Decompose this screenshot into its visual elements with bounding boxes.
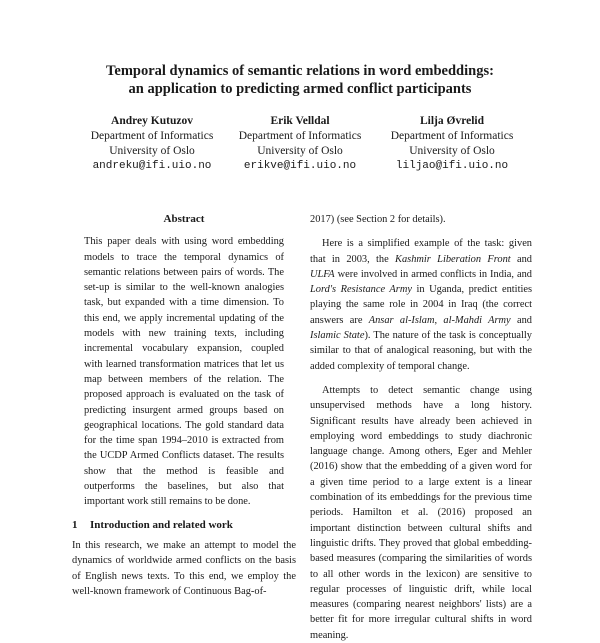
intro-paragraph: In this research, we make an attempt to model the dynamics of worldwide armed conflicts on the basis of English news texts. To this end, we employ the well-known framework of Continuous Bag-of- [72, 539, 296, 597]
author-name: Erik Velldal [270, 115, 330, 127]
right-column [310, 212, 532, 643]
author-department: Department of Informatics [390, 130, 514, 142]
author-department: Department of Informatics [238, 130, 362, 142]
abstract-text: This paper deals with using word embedding models to trace the temporal dynamics of semantic relations between pairs of words. The set-up is similar to the well-known analogies task, but expanded with a time dimension. To this end, we apply incremental updating of the models with new training texts, including incremental vocabulary expansion, coupled with learned transformation matrices that let us map between members of the relation. The proposed approach is evaluated on the task of predicting insurgent armed groups based on geographical locations. The gold standard data for the time span 1994–2010 is extracted from the UCDP Armed Conflicts dataset. The results show that the method is feasible and outperforms the baselines, but also that important work still remains to be done. [84, 236, 284, 508]
entity-name: Ansar al-Islam [368, 314, 435, 326]
related-work-paragraph: Attempts to detect semantic change using unsupervised methods have a long history. Significant results have already been achieved in employing word embeddings to study diachronic language change. Among others, Eger and Mehler (2016) show that the embedding of a given word for a given time period to a large extent is a linear combination of its embeddings for the previous time periods. Hamilton et al. (2016) proposed an important distinction between cultural shifts and linguistic drifts. They proved that global embedding-based measures (comparing the similarities of words to all other words in the lexicon) are sensitive to regular processes of linguistic drift, while local measures (comparing nearest neighbors' lists) are a better fit for more irregular cultural shifts in word meaning. [310, 384, 532, 641]
author-block-1 [72, 114, 232, 174]
author-block-3 [372, 114, 532, 174]
author-email: andreku@ifi.uio.no [92, 160, 212, 172]
author-name: Andrey Kutuzov [111, 115, 193, 127]
left-column [72, 212, 296, 599]
section-title: Introduction and related work [90, 518, 233, 531]
author-email: liljao@ifi.uio.no [395, 160, 509, 172]
entity-name: ULFA [310, 268, 335, 280]
section-number: 1 [72, 518, 78, 531]
entity-name: Lord's Resistance Army [310, 284, 412, 296]
author-department: Department of Informatics [90, 130, 214, 142]
author-name: Lilja Øvrelid [420, 115, 484, 127]
abstract-heading: Abstract [163, 213, 205, 225]
carryover-text: 2017) (see Section 2 for details). [310, 214, 446, 225]
entity-name: al-Mahdi Army [443, 314, 511, 326]
title-line-2: an application to predicting armed conflict participants [128, 81, 472, 97]
author-university: University of Oslo [409, 145, 495, 157]
entity-name: Kashmir Liberation Front [395, 253, 511, 265]
title-line-1: Temporal dynamics of semantic relations in word embeddings: [106, 63, 494, 79]
paper-title [0, 62, 600, 98]
author-email: erikve@ifi.uio.no [243, 160, 357, 172]
example-paragraph: Here is a simplified example of the task: given that in 2003, the Kashmir Liberation Front and ULFA were involved in armed conflicts in India, and Lord's Resistance Army in Uganda, predict entities playing the same role in 2004 in Iraq (the correct answers are Ansar al-Islam, al-Mahdi Army and Islamic State). The nature of the task is conceptually similar to that of analogical reasoning, but with the added complexity of temporal change. [310, 238, 532, 372]
author-block-2 [220, 114, 380, 174]
entity-name: Islamic State [310, 330, 365, 342]
author-university: University of Oslo [109, 145, 195, 157]
author-university: University of Oslo [257, 145, 343, 157]
section-heading [72, 518, 296, 533]
